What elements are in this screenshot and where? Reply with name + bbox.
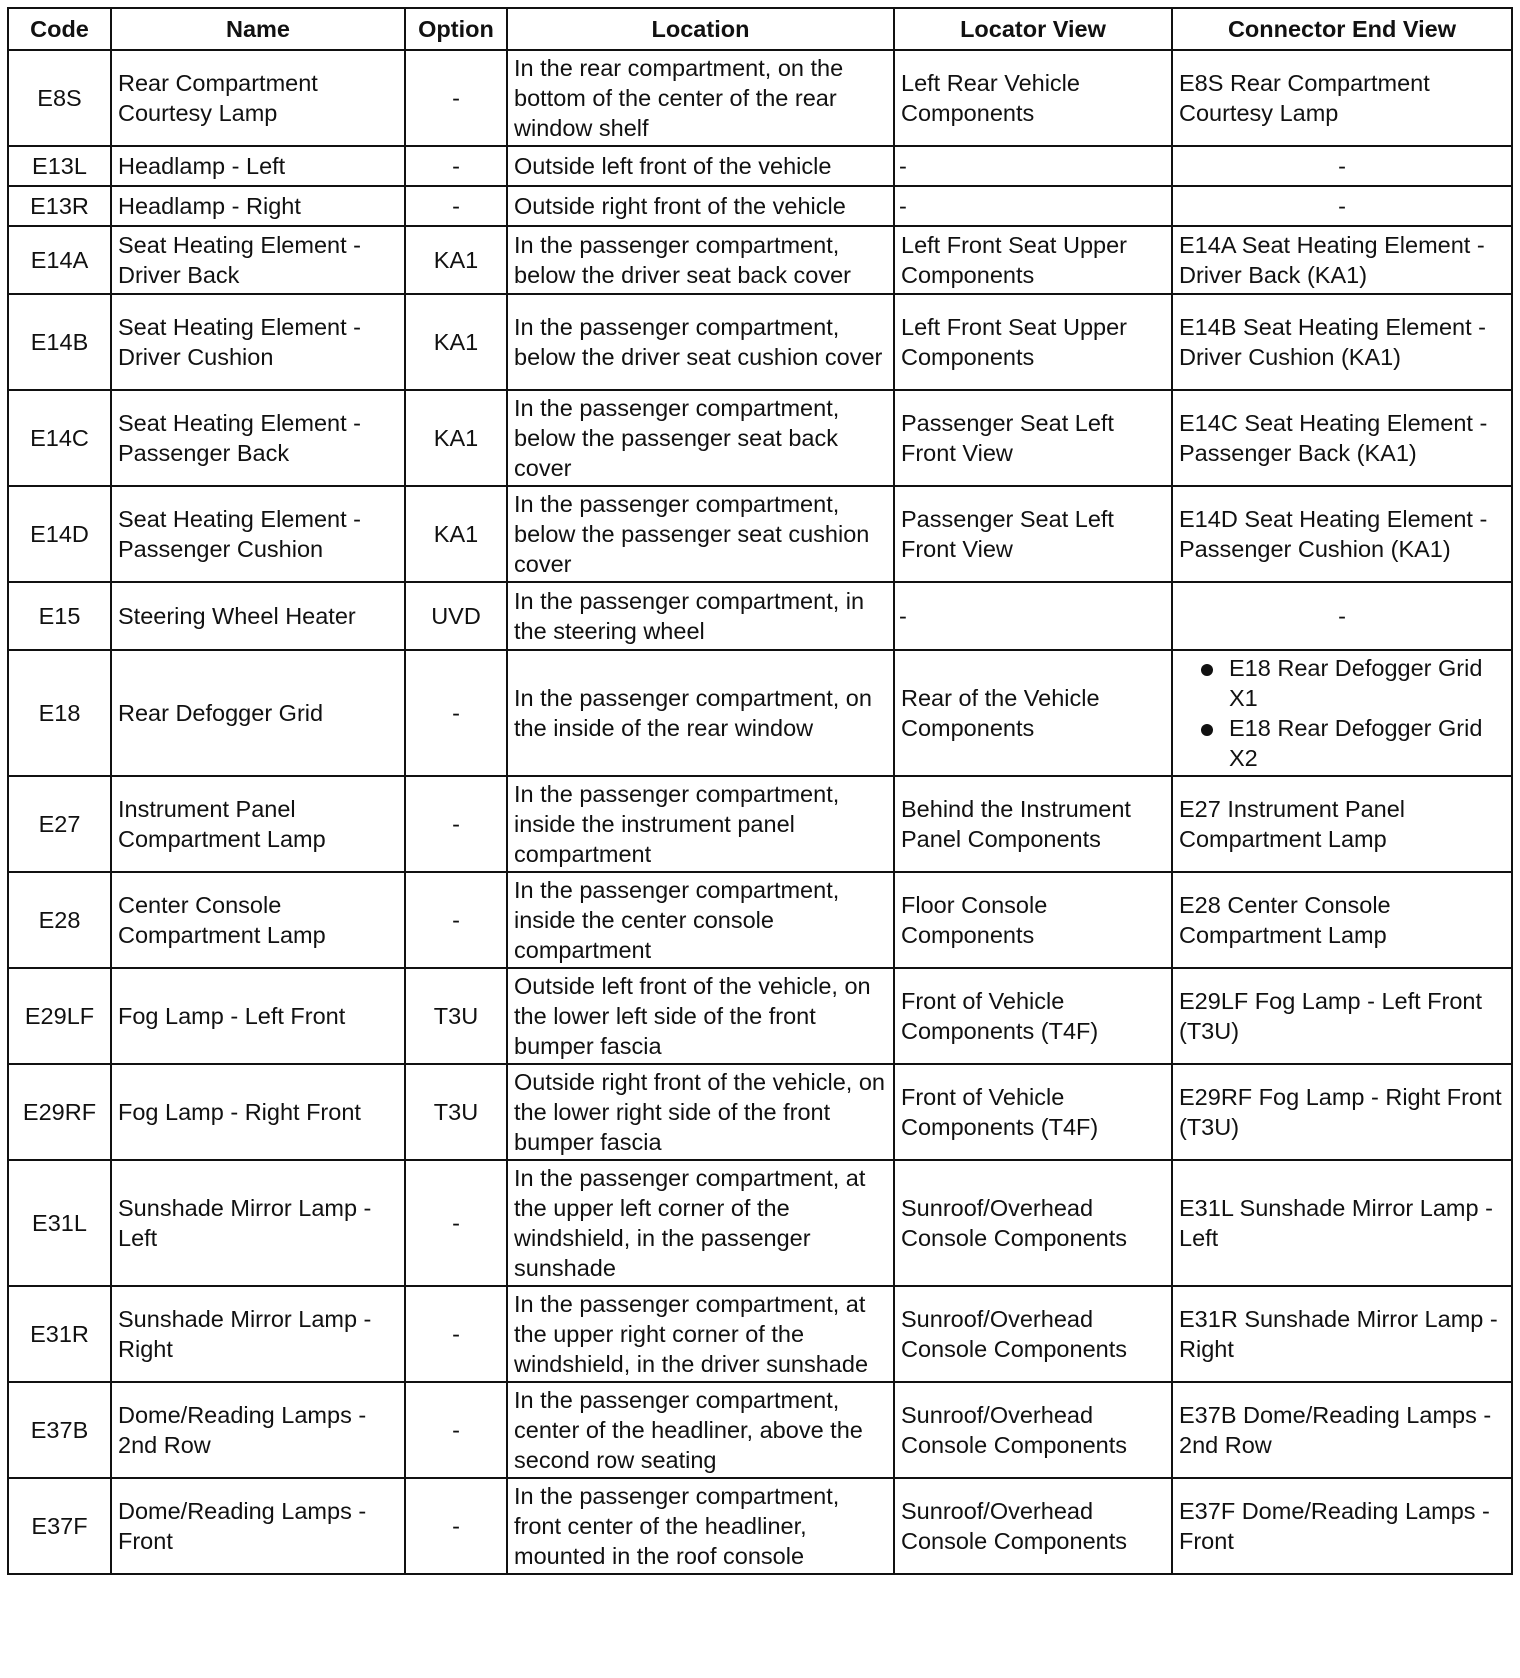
cell-name: Fog Lamp - Left Front <box>111 968 405 1064</box>
cell-location: In the passenger compartment, center of the headliner, above the second row seating <box>507 1382 894 1478</box>
cell-name: Headlamp - Left <box>111 146 405 186</box>
table-row <box>8 486 1512 582</box>
cell-code: E14C <box>8 390 111 486</box>
cell-option: UVD <box>405 582 507 650</box>
cell-location: In the passenger compartment, at the upper left corner of the windshield, in the passenger sunshade <box>507 1160 894 1286</box>
table-row <box>8 1286 1512 1382</box>
cell-connector-end-view: E29RF Fog Lamp - Right Front (T3U) <box>1172 1064 1512 1160</box>
cell-option: - <box>405 650 507 776</box>
table-row <box>8 1064 1512 1160</box>
cell-connector-end-view: E37B Dome/Reading Lamps - 2nd Row <box>1172 1382 1512 1478</box>
cell-name: Seat Heating Element - Passenger Back <box>111 390 405 486</box>
cell-option: - <box>405 1286 507 1382</box>
table-row <box>8 650 1512 776</box>
cell-name: Fog Lamp - Right Front <box>111 1064 405 1160</box>
cell-option: KA1 <box>405 486 507 582</box>
cell-code: E29RF <box>8 1064 111 1160</box>
cell-code: E31L <box>8 1160 111 1286</box>
cell-location: In the passenger compartment, on the inside of the rear window <box>507 650 894 776</box>
cell-name: Seat Heating Element - Passenger Cushion <box>111 486 405 582</box>
cell-name: Seat Heating Element - Driver Cushion <box>111 294 405 390</box>
header-connector-end-view: Connector End View <box>1172 8 1512 50</box>
cell-connector-end-view: E29LF Fog Lamp - Left Front (T3U) <box>1172 968 1512 1064</box>
bullet-icon <box>1201 664 1213 676</box>
cell-name: Dome/Reading Lamps - Front <box>111 1478 405 1574</box>
cell-connector-end-view <box>1172 650 1512 776</box>
cell-option: KA1 <box>405 226 507 294</box>
table-row <box>8 872 1512 968</box>
connector-list-item <box>1179 713 1507 773</box>
cell-name: Headlamp - Right <box>111 186 405 226</box>
cell-connector-end-view: E27 Instrument Panel Compartment Lamp <box>1172 776 1512 872</box>
table-row <box>8 226 1512 294</box>
cell-code: E18 <box>8 650 111 776</box>
cell-code: E14B <box>8 294 111 390</box>
cell-connector-end-view: E31L Sunshade Mirror Lamp - Left <box>1172 1160 1512 1286</box>
cell-location: Outside left front of the vehicle <box>507 146 894 186</box>
cell-locator-view: Passenger Seat Left Front View <box>894 486 1172 582</box>
cell-option: - <box>405 186 507 226</box>
cell-connector-end-view: - <box>1172 582 1512 650</box>
cell-code: E13L <box>8 146 111 186</box>
cell-location: Outside left front of the vehicle, on the lower left side of the front bumper fascia <box>507 968 894 1064</box>
cell-name: Sunshade Mirror Lamp - Left <box>111 1160 405 1286</box>
cell-code: E14D <box>8 486 111 582</box>
header-code: Code <box>8 8 111 50</box>
cell-connector-end-view: E28 Center Console Compartment Lamp <box>1172 872 1512 968</box>
header-locator-view: Locator View <box>894 8 1172 50</box>
connector-list <box>1179 653 1507 773</box>
component-table-container <box>7 7 1513 1575</box>
cell-locator-view: Sunroof/Overhead Console Components <box>894 1382 1172 1478</box>
header-location: Location <box>507 8 894 50</box>
connector-list-item <box>1179 653 1507 713</box>
cell-option: - <box>405 1160 507 1286</box>
table-row <box>8 968 1512 1064</box>
cell-code: E37F <box>8 1478 111 1574</box>
cell-name: Dome/Reading Lamps - 2nd Row <box>111 1382 405 1478</box>
table-row <box>8 1382 1512 1478</box>
cell-locator-view: Sunroof/Overhead Console Components <box>894 1286 1172 1382</box>
connector-text: E18 Rear Defogger Grid X1 <box>1229 655 1483 711</box>
bullet-icon <box>1201 724 1213 736</box>
cell-location: In the passenger compartment, front center of the headliner, mounted in the roof console <box>507 1478 894 1574</box>
cell-name: Rear Compartment Courtesy Lamp <box>111 50 405 146</box>
connector-text: E18 Rear Defogger Grid X2 <box>1229 715 1483 771</box>
cell-locator-view: Left Rear Vehicle Components <box>894 50 1172 146</box>
cell-code: E13R <box>8 186 111 226</box>
cell-locator-view: - <box>894 186 1172 226</box>
cell-name: Instrument Panel Compartment Lamp <box>111 776 405 872</box>
cell-locator-view: - <box>894 582 1172 650</box>
table-body <box>8 50 1512 1574</box>
cell-connector-end-view: E31R Sunshade Mirror Lamp - Right <box>1172 1286 1512 1382</box>
cell-locator-view: Behind the Instrument Panel Components <box>894 776 1172 872</box>
table-row <box>8 1160 1512 1286</box>
cell-location: In the passenger compartment, below the driver seat cushion cover <box>507 294 894 390</box>
table-row <box>8 186 1512 226</box>
cell-connector-end-view: E14A Seat Heating Element - Driver Back (KA1) <box>1172 226 1512 294</box>
table-row <box>8 146 1512 186</box>
cell-option: - <box>405 872 507 968</box>
table-row <box>8 294 1512 390</box>
cell-connector-end-view: - <box>1172 186 1512 226</box>
cell-code: E28 <box>8 872 111 968</box>
cell-option: KA1 <box>405 390 507 486</box>
cell-locator-view: Left Front Seat Upper Components <box>894 226 1172 294</box>
cell-connector-end-view: E14B Seat Heating Element - Driver Cushion (KA1) <box>1172 294 1512 390</box>
header-name: Name <box>111 8 405 50</box>
table-row <box>8 582 1512 650</box>
table-row <box>8 390 1512 486</box>
cell-locator-view: Floor Console Components <box>894 872 1172 968</box>
cell-locator-view: Front of Vehicle Components (T4F) <box>894 1064 1172 1160</box>
table-row <box>8 50 1512 146</box>
cell-code: E14A <box>8 226 111 294</box>
cell-locator-view: Sunroof/Overhead Console Components <box>894 1160 1172 1286</box>
cell-location: In the passenger compartment, at the upper right corner of the windshield, in the driver sunshade <box>507 1286 894 1382</box>
cell-option: - <box>405 146 507 186</box>
cell-name: Rear Defogger Grid <box>111 650 405 776</box>
table-row <box>8 776 1512 872</box>
cell-code: E27 <box>8 776 111 872</box>
cell-connector-end-view: E14D Seat Heating Element - Passenger Cushion (KA1) <box>1172 486 1512 582</box>
cell-connector-end-view: E37F Dome/Reading Lamps - Front <box>1172 1478 1512 1574</box>
cell-location: In the passenger compartment, inside the center console compartment <box>507 872 894 968</box>
cell-location: In the passenger compartment, below the passenger seat back cover <box>507 390 894 486</box>
cell-option: KA1 <box>405 294 507 390</box>
cell-option: T3U <box>405 1064 507 1160</box>
cell-location: Outside right front of the vehicle, on the lower right side of the front bumper fascia <box>507 1064 894 1160</box>
cell-location: Outside right front of the vehicle <box>507 186 894 226</box>
cell-option: T3U <box>405 968 507 1064</box>
component-locator-table <box>7 7 1513 1575</box>
cell-connector-end-view: - <box>1172 146 1512 186</box>
cell-option: - <box>405 1478 507 1574</box>
cell-name: Center Console Compartment Lamp <box>111 872 405 968</box>
cell-name: Seat Heating Element - Driver Back <box>111 226 405 294</box>
cell-locator-view: - <box>894 146 1172 186</box>
cell-option: - <box>405 50 507 146</box>
cell-option: - <box>405 1382 507 1478</box>
header-option: Option <box>405 8 507 50</box>
table-row <box>8 1478 1512 1574</box>
cell-code: E31R <box>8 1286 111 1382</box>
cell-location: In the passenger compartment, below the passenger seat cushion cover <box>507 486 894 582</box>
cell-locator-view: Left Front Seat Upper Components <box>894 294 1172 390</box>
cell-connector-end-view: E8S Rear Compartment Courtesy Lamp <box>1172 50 1512 146</box>
cell-code: E37B <box>8 1382 111 1478</box>
cell-locator-view: Sunroof/Overhead Console Components <box>894 1478 1172 1574</box>
cell-option: - <box>405 776 507 872</box>
cell-connector-end-view: E14C Seat Heating Element - Passenger Back (KA1) <box>1172 390 1512 486</box>
cell-locator-view: Passenger Seat Left Front View <box>894 390 1172 486</box>
cell-location: In the passenger compartment, inside the instrument panel compartment <box>507 776 894 872</box>
cell-locator-view: Front of Vehicle Components (T4F) <box>894 968 1172 1064</box>
cell-name: Sunshade Mirror Lamp - Right <box>111 1286 405 1382</box>
cell-location: In the passenger compartment, below the driver seat back cover <box>507 226 894 294</box>
cell-code: E8S <box>8 50 111 146</box>
cell-locator-view: Rear of the Vehicle Components <box>894 650 1172 776</box>
header-row <box>8 8 1512 50</box>
cell-code: E29LF <box>8 968 111 1064</box>
cell-location: In the rear compartment, on the bottom of the center of the rear window shelf <box>507 50 894 146</box>
cell-code: E15 <box>8 582 111 650</box>
cell-name: Steering Wheel Heater <box>111 582 405 650</box>
cell-location: In the passenger compartment, in the steering wheel <box>507 582 894 650</box>
